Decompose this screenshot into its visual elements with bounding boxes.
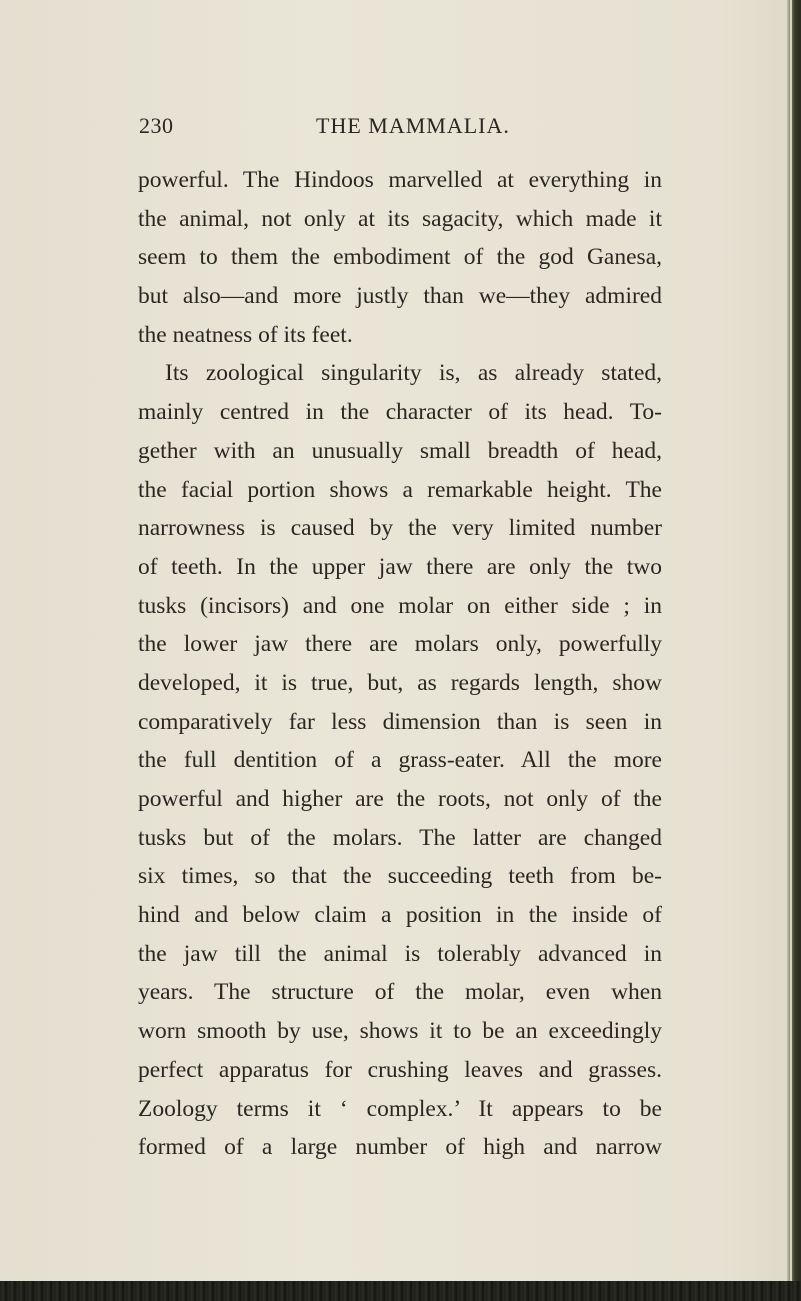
text-line: the jaw till the animal is tolerably advanced in: [138, 940, 662, 967]
text-line: years. The structure of the molar, even when: [138, 979, 662, 1006]
text-line: six times, so that the succeeding teeth from be-: [138, 863, 662, 890]
text-line: powerful. The Hindoos marvelled at everything in: [138, 167, 662, 193]
text-line: worn smooth by use, shows it to be an exceedingly: [138, 1018, 662, 1045]
text-line: Zoology terms it ‘ complex.’ It appears to be: [138, 1095, 662, 1122]
text-line: developed, it is true, but, as regards length, show: [138, 669, 662, 696]
text-line: mainly centred in the character of its head. To-: [138, 399, 662, 426]
text-line: the facial portion shows a remarkable height. The: [138, 476, 662, 503]
page-edge-bottom: [0, 1281, 801, 1301]
body-text: [138, 161, 662, 1167]
text-line: narrowness is caused by the very limited number: [138, 515, 662, 542]
text-line: of teeth. In the upper jaw there are only the two: [138, 553, 662, 580]
running-header: [139, 113, 659, 149]
text-line: the animal, not only at its sagacity, which made it: [138, 205, 662, 232]
running-title: THE MAMMALIA.: [316, 113, 510, 138]
page-edge-right: [787, 0, 801, 1282]
text-line: tusks but of the molars. The latter are changed: [138, 824, 662, 851]
text-line: perfect apparatus for crushing leaves and grasses.: [138, 1056, 662, 1083]
text-line: the lower jaw there are molars only, powerfully: [138, 631, 662, 658]
text-line: hind and below claim a position in the inside of: [138, 902, 662, 929]
text-line: gether with an unusually small breadth of head,: [138, 437, 662, 464]
page-number: 230: [139, 113, 174, 138]
text-line: the full dentition of a grass-eater. All the more: [138, 747, 662, 774]
text-line: the neatness of its feet.: [138, 321, 353, 348]
text-line: formed of a large number of high and narrow: [138, 1134, 662, 1161]
text-line: comparatively far less dimension than is seen in: [138, 708, 662, 735]
text-line: seem to them the embodiment of the god Ganesa,: [138, 244, 662, 271]
paragraph-first-line: Its zoological singularity is, as already stated,: [165, 360, 662, 387]
text-line: tusks (incisors) and one molar on either side ; in: [138, 592, 662, 619]
text-line: but also—and more justly than we—they admired: [138, 283, 662, 310]
text-line: powerful and higher are the roots, not only of the: [138, 786, 662, 812]
